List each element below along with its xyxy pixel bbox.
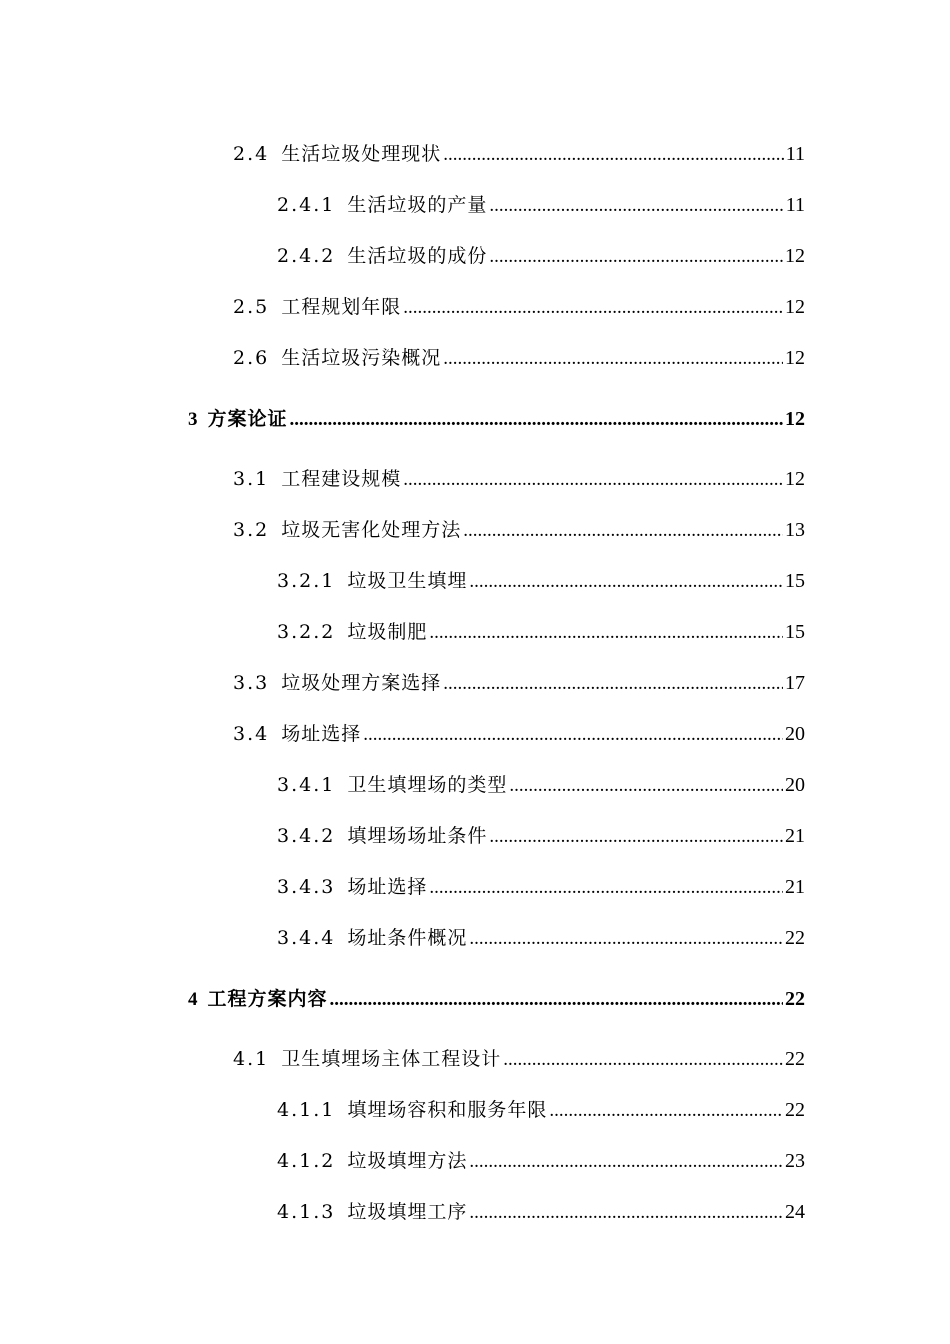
toc-entry-number: 4.1.3 xyxy=(277,1201,336,1223)
toc-entry[interactable] xyxy=(233,515,805,545)
toc-entry[interactable] xyxy=(277,566,805,596)
toc-leader-dots xyxy=(403,293,783,323)
toc-entry-page: 22 xyxy=(785,1099,805,1121)
toc-entry[interactable] xyxy=(233,464,805,494)
toc-leader-dots xyxy=(429,873,783,903)
toc-entry-title: 工程规划年限 xyxy=(281,296,402,318)
toc-entry-title: 垃圾制肥 xyxy=(347,621,428,643)
toc-entry-number: 3.3 xyxy=(233,672,270,694)
toc-entry-title: 垃圾填埋方法 xyxy=(347,1150,468,1172)
toc-entry-page: 22 xyxy=(785,1048,805,1070)
toc-entry[interactable] xyxy=(277,241,805,271)
toc-entry[interactable] xyxy=(233,343,805,373)
toc-chapter-entry[interactable] xyxy=(188,984,805,1014)
toc-entry-page: 13 xyxy=(785,519,805,541)
toc-entry[interactable] xyxy=(277,872,805,902)
toc-leader-dots xyxy=(489,242,783,272)
toc-entry-page: 17 xyxy=(785,672,805,694)
toc-entry-title: 生活垃圾污染概况 xyxy=(281,347,442,369)
toc-entry-page: 22 xyxy=(785,988,805,1010)
toc-leader-dots xyxy=(330,985,783,1015)
toc-leader-dots xyxy=(489,191,783,221)
toc-entry-title: 生活垃圾的成份 xyxy=(347,245,488,267)
toc-entry[interactable] xyxy=(277,923,805,953)
toc-entry[interactable] xyxy=(277,1095,805,1125)
toc-entry-number: 4.1.2 xyxy=(277,1150,336,1172)
toc-entry-number: 2.5 xyxy=(233,296,270,318)
toc-entry-title: 垃圾无害化处理方法 xyxy=(281,519,462,541)
toc-entry-title: 填埋场场址条件 xyxy=(347,825,488,847)
toc-entry-number: 3.4.3 xyxy=(277,876,336,898)
toc-leader-dots xyxy=(469,924,783,954)
toc-entry-title: 场址选择 xyxy=(347,876,428,898)
toc-entry[interactable] xyxy=(233,668,805,698)
toc-leader-dots xyxy=(403,465,783,495)
toc-entry-number: 4.1 xyxy=(233,1048,270,1070)
toc-entry-title: 场址选择 xyxy=(281,723,362,745)
toc-entry-title: 方案论证 xyxy=(207,408,288,430)
toc-entry-number: 2.4.1 xyxy=(277,194,336,216)
toc-entry-title: 垃圾处理方案选择 xyxy=(281,672,442,694)
toc-entry-page: 12 xyxy=(785,296,805,318)
toc-entry-number: 3.1 xyxy=(233,468,270,490)
toc-entry-page: 11 xyxy=(785,143,805,165)
toc-entry-number: 3.4.1 xyxy=(277,774,336,796)
toc-entry-number: 2.4 xyxy=(233,143,270,165)
toc-entry[interactable] xyxy=(277,617,805,647)
toc-entry-number: 3 xyxy=(188,409,198,430)
toc-entry[interactable] xyxy=(233,1044,805,1074)
toc-entry-page: 23 xyxy=(785,1150,805,1172)
toc-entry-number: 4 xyxy=(188,989,198,1010)
toc-chapter-entry[interactable] xyxy=(188,404,805,434)
toc-entry-page: 24 xyxy=(785,1201,805,1223)
toc-leader-dots xyxy=(290,405,783,435)
toc-entry-page: 12 xyxy=(785,347,805,369)
toc-entry-title: 卫生填埋场的类型 xyxy=(347,774,508,796)
toc-entry-number: 2.4.2 xyxy=(277,245,336,267)
toc-entry-page: 15 xyxy=(785,621,805,643)
toc-entry-title: 生活垃圾的产量 xyxy=(347,194,488,216)
toc-entry[interactable] xyxy=(233,139,805,169)
toc-entry-title: 工程建设规模 xyxy=(281,468,402,490)
toc-entry-page: 21 xyxy=(785,876,805,898)
toc-leader-dots xyxy=(509,771,783,801)
toc-entry-number: 3.2 xyxy=(233,519,270,541)
toc-entry-title: 垃圾填埋工序 xyxy=(347,1201,468,1223)
toc-entry[interactable] xyxy=(277,1197,805,1227)
toc-entry[interactable] xyxy=(277,1146,805,1176)
toc-entry-page: 12 xyxy=(785,245,805,267)
toc-leader-dots xyxy=(549,1096,783,1126)
toc-entry-number: 3.2.1 xyxy=(277,570,336,592)
toc-entry-number: 3.2.2 xyxy=(277,621,336,643)
toc-entry[interactable] xyxy=(277,770,805,800)
toc-entry-title: 场址条件概况 xyxy=(347,927,468,949)
toc-entry-title: 生活垃圾处理现状 xyxy=(281,143,442,165)
toc-entry[interactable] xyxy=(277,190,805,220)
toc-leader-dots xyxy=(469,567,783,597)
toc-leader-dots xyxy=(489,822,783,852)
toc-entry-page: 21 xyxy=(785,825,805,847)
toc-entry-title: 垃圾卫生填埋 xyxy=(347,570,468,592)
toc-leader-dots xyxy=(443,140,784,170)
toc-entry[interactable] xyxy=(277,821,805,851)
toc-entry-title: 卫生填埋场主体工程设计 xyxy=(281,1048,502,1070)
toc-entry-number: 3.4 xyxy=(233,723,270,745)
toc-leader-dots xyxy=(463,516,783,546)
toc-entry-number: 3.4.4 xyxy=(277,927,336,949)
toc-entry[interactable] xyxy=(233,719,805,749)
toc-leader-dots xyxy=(469,1147,783,1177)
toc-entry-page: 20 xyxy=(785,723,805,745)
toc-entry-number: 4.1.1 xyxy=(277,1099,336,1121)
toc-entry-page: 20 xyxy=(785,774,805,796)
toc-entry-number: 2.6 xyxy=(233,347,270,369)
toc-leader-dots xyxy=(443,344,783,374)
toc-entry-page: 11 xyxy=(785,194,805,216)
toc-entry[interactable] xyxy=(233,292,805,322)
toc-leader-dots xyxy=(429,618,783,648)
toc-entry-page: 22 xyxy=(785,927,805,949)
toc-entry-page: 12 xyxy=(785,468,805,490)
toc-leader-dots xyxy=(503,1045,783,1075)
toc-leader-dots xyxy=(363,720,783,750)
toc-leader-dots xyxy=(443,669,783,699)
toc-entry-title: 工程方案内容 xyxy=(207,988,328,1010)
toc-entry-title: 填埋场容积和服务年限 xyxy=(347,1099,548,1121)
toc-entry-number: 3.4.2 xyxy=(277,825,336,847)
toc-entry-page: 15 xyxy=(785,570,805,592)
toc-entry-page: 12 xyxy=(785,408,805,430)
toc-leader-dots xyxy=(469,1198,783,1228)
